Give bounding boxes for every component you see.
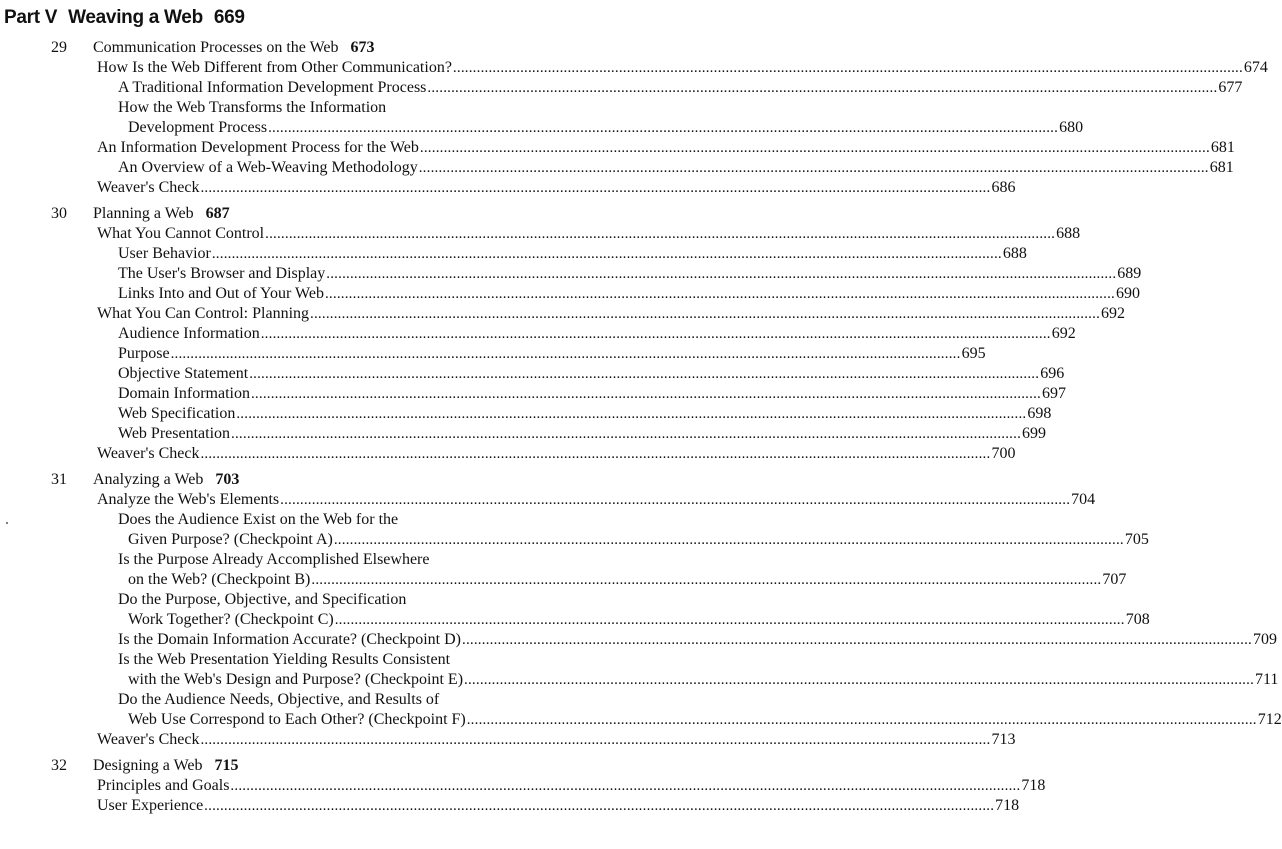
chapter-heading xyxy=(0,756,600,776)
dot-leader: ........................................................................................................................................................................................................ xyxy=(334,612,1125,628)
entry-page: 704 xyxy=(1071,491,1096,508)
dot-leader: ........................................................................................................................................................................................................ xyxy=(326,266,1117,282)
dot-leader: ........................................................................................................................................................................................................ xyxy=(452,60,1243,76)
part-label: Part V xyxy=(4,7,58,28)
entry-page: 688 xyxy=(1002,245,1027,262)
dot-leader: ........................................................................................................................................................................................................ xyxy=(230,778,1021,794)
entry-title: The User's Browser and Display xyxy=(118,265,326,282)
dot-leader: ........................................................................................................................................................................................................ xyxy=(250,386,1041,402)
entry-page: 686 xyxy=(991,179,1016,196)
chapter-29 xyxy=(0,38,1268,198)
toc-entry xyxy=(0,610,1150,630)
entry-title: Development Process xyxy=(128,119,268,136)
chapter-number: 31 xyxy=(51,471,67,488)
dot-leader: ........................................................................................................................................................................................................ xyxy=(324,286,1115,302)
entry-page: 688 xyxy=(1056,225,1081,242)
entry-page: 690 xyxy=(1115,285,1140,302)
entry-title: User Experience xyxy=(97,797,204,814)
entry-title: User Behavior xyxy=(118,245,211,262)
toc-entry xyxy=(0,264,1142,284)
toc-entry xyxy=(0,730,1016,750)
dot-leader: ........................................................................................................................................................................................................ xyxy=(466,712,1257,728)
entry-page: 681 xyxy=(1209,159,1234,176)
toc-entry xyxy=(0,284,1140,304)
entry-title: How the Web Transforms the Information xyxy=(118,99,387,116)
chapter-page: 687 xyxy=(205,205,230,222)
chapter-32 xyxy=(0,756,1046,816)
dot-leader: ........................................................................................................................................................................................................ xyxy=(211,246,1002,262)
entry-page: 712 xyxy=(1257,711,1282,728)
dot-leader: ........................................................................................................................................................................................................ xyxy=(204,798,995,814)
entry-title: A Traditional Information Development Process xyxy=(118,79,427,96)
entry-page: 677 xyxy=(1218,79,1243,96)
entry-title: Is the Domain Information Accurate? (Checkpoint D) xyxy=(118,631,461,648)
toc-entry xyxy=(0,324,1076,344)
dot-leader: ........................................................................................................................................................................................................ xyxy=(427,80,1218,96)
entry-page: 709 xyxy=(1253,631,1277,648)
entry-page: 713 xyxy=(991,731,1016,748)
chapter-title-line xyxy=(93,470,239,490)
entry-page: 708 xyxy=(1125,611,1150,628)
entry-page: 718 xyxy=(995,797,1020,814)
entry-title: Principles and Goals xyxy=(97,777,230,794)
entry-page: 700 xyxy=(991,445,1016,462)
chapter-number: 32 xyxy=(51,757,67,774)
chapter-title: Communication Processes on the Web xyxy=(93,39,339,56)
dot-leader: ........................................................................................................................................................................................................ xyxy=(236,406,1027,422)
chapter-30 xyxy=(0,204,1142,464)
toc-entry xyxy=(0,690,600,710)
toc-entry xyxy=(0,344,986,364)
entry-title: How Is the Web Different from Other Communication? xyxy=(97,59,452,76)
entry-title: Web Presentation xyxy=(118,425,231,442)
dot-leader: ........................................................................................................................................................................................................ xyxy=(231,426,1022,442)
chapter-title: Designing a Web xyxy=(93,757,203,774)
entry-title: Purpose xyxy=(118,345,170,362)
margin-mark xyxy=(6,522,8,524)
entry-page: 674 xyxy=(1243,59,1268,76)
chapter-page: 703 xyxy=(215,471,240,488)
entry-title: Do the Purpose, Objective, and Specification xyxy=(118,591,407,608)
toc-entry xyxy=(0,304,1126,324)
toc-entry xyxy=(0,138,1235,158)
entry-title: Analyze the Web's Elements xyxy=(97,491,280,508)
toc-entry xyxy=(0,98,600,118)
chapter-number: 29 xyxy=(51,39,67,56)
toc-entry xyxy=(0,158,1234,178)
chapter-heading xyxy=(0,470,600,490)
dot-leader: ........................................................................................................................................................................................................ xyxy=(268,120,1059,136)
toc-entry xyxy=(0,384,1066,404)
chapter-title-line xyxy=(93,756,239,776)
toc-entry xyxy=(0,570,1127,590)
dot-leader: ........................................................................................................................................................................................................ xyxy=(170,346,961,362)
entry-title: Weaver's Check xyxy=(97,445,200,462)
dot-leader: ........................................................................................................................................................................................................ xyxy=(462,632,1252,648)
entry-page: 689 xyxy=(1117,265,1142,282)
entry-title: with the Web's Design and Purpose? (Checkpoint E) xyxy=(128,671,464,688)
dot-leader: ........................................................................................................................................................................................................ xyxy=(249,366,1040,382)
entry-title: on the Web? (Checkpoint B) xyxy=(128,571,311,588)
entry-title: Audience Information xyxy=(118,325,260,342)
entry-page: 696 xyxy=(1040,365,1065,382)
entry-title: Is the Purpose Already Accomplished Elsewhere xyxy=(118,551,430,568)
part-title: Weaving a Web xyxy=(68,7,203,28)
chapter-number: 30 xyxy=(51,205,67,222)
toc-entry xyxy=(0,118,1084,138)
entry-title: An Overview of a Web-Weaving Methodology xyxy=(118,159,418,176)
toc-entry xyxy=(0,364,1065,384)
chapter-title-line xyxy=(93,204,230,224)
entry-page: 697 xyxy=(1041,385,1066,402)
entry-page: 711 xyxy=(1255,671,1279,688)
entry-title: Links Into and Out of Your Web xyxy=(118,285,324,302)
toc-entry xyxy=(0,630,1277,650)
toc-entry xyxy=(0,670,1279,690)
entry-title: Does the Audience Exist on the Web for the xyxy=(118,511,399,528)
entry-title: Work Together? (Checkpoint C) xyxy=(128,611,334,628)
entry-title: What You Cannot Control xyxy=(97,225,265,242)
entry-page: 692 xyxy=(1051,325,1076,342)
chapter-heading xyxy=(0,38,600,58)
toc-entry xyxy=(0,710,1282,730)
entry-title: Given Purpose? (Checkpoint A) xyxy=(128,531,333,548)
chapter-page: 673 xyxy=(350,39,375,56)
dot-leader: ........................................................................................................................................................................................................ xyxy=(280,492,1071,508)
entry-page: 699 xyxy=(1022,425,1047,442)
part-page: 669 xyxy=(213,7,245,28)
toc-entry xyxy=(0,490,1096,510)
entry-title: Objective Statement xyxy=(118,365,249,382)
entry-title: What You Can Control: Planning xyxy=(97,305,310,322)
toc-entry xyxy=(0,590,600,610)
toc-entry xyxy=(0,78,1243,98)
entry-page: 707 xyxy=(1102,571,1127,588)
entry-page: 692 xyxy=(1101,305,1126,322)
dot-leader: ........................................................................................................................................................................................................ xyxy=(200,180,991,196)
toc-entry xyxy=(0,776,1046,796)
dot-leader: ........................................................................................................................................................................................................ xyxy=(310,306,1101,322)
toc-entry xyxy=(0,224,1081,244)
toc-entry xyxy=(0,796,1020,816)
dot-leader: ........................................................................................................................................................................................................ xyxy=(311,572,1102,588)
entry-page: 705 xyxy=(1124,531,1149,548)
entry-page: 718 xyxy=(1021,777,1046,794)
dot-leader: ........................................................................................................................................................................................................ xyxy=(265,226,1056,242)
chapter-title: Analyzing a Web xyxy=(93,471,204,488)
entry-page: 681 xyxy=(1210,139,1235,156)
toc-entry xyxy=(0,244,1027,264)
toc-entry xyxy=(0,58,1268,78)
entry-title: Is the Web Presentation Yielding Results Consistent xyxy=(118,651,451,668)
toc-entry xyxy=(0,404,1052,424)
entry-title: Weaver's Check xyxy=(97,731,200,748)
dot-leader: ........................................................................................................................................................................................................ xyxy=(260,326,1051,342)
toc-entry xyxy=(0,444,1016,464)
entry-page: 698 xyxy=(1027,405,1052,422)
toc-entry xyxy=(0,650,600,670)
dot-leader: ........................................................................................................................................................................................................ xyxy=(200,446,991,462)
chapter-page: 715 xyxy=(214,757,239,774)
chapter-title: Planning a Web xyxy=(93,205,194,222)
dot-leader: ........................................................................................................................................................................................................ xyxy=(333,532,1124,548)
chapter-heading xyxy=(0,204,600,224)
toc-entry xyxy=(0,178,1016,198)
entry-title: Domain Information xyxy=(118,385,250,402)
table-of-contents xyxy=(0,38,1282,816)
toc-entry xyxy=(0,510,600,530)
entry-title: Web Use Correspond to Each Other? (Checkpoint F) xyxy=(128,711,466,728)
entry-title: An Information Development Process for the Web xyxy=(97,139,419,156)
dot-leader: ........................................................................................................................................................................................................ xyxy=(419,140,1210,156)
entry-page: 695 xyxy=(961,345,986,362)
toc-entry xyxy=(0,424,1047,444)
entry-title: Do the Audience Needs, Objective, and Results of xyxy=(118,691,440,708)
entry-page: 680 xyxy=(1059,119,1084,136)
toc-entry xyxy=(0,530,1149,550)
chapter-31 xyxy=(0,470,1282,750)
dot-leader: ........................................................................................................................................................................................................ xyxy=(464,672,1255,688)
part-heading xyxy=(4,4,251,32)
dot-leader: ........................................................................................................................................................................................................ xyxy=(418,160,1209,176)
toc-entry xyxy=(0,550,600,570)
dot-leader: ........................................................................................................................................................................................................ xyxy=(200,732,991,748)
entry-title: Weaver's Check xyxy=(97,179,200,196)
entry-title: Web Specification xyxy=(118,405,236,422)
chapter-title-line xyxy=(93,38,375,58)
